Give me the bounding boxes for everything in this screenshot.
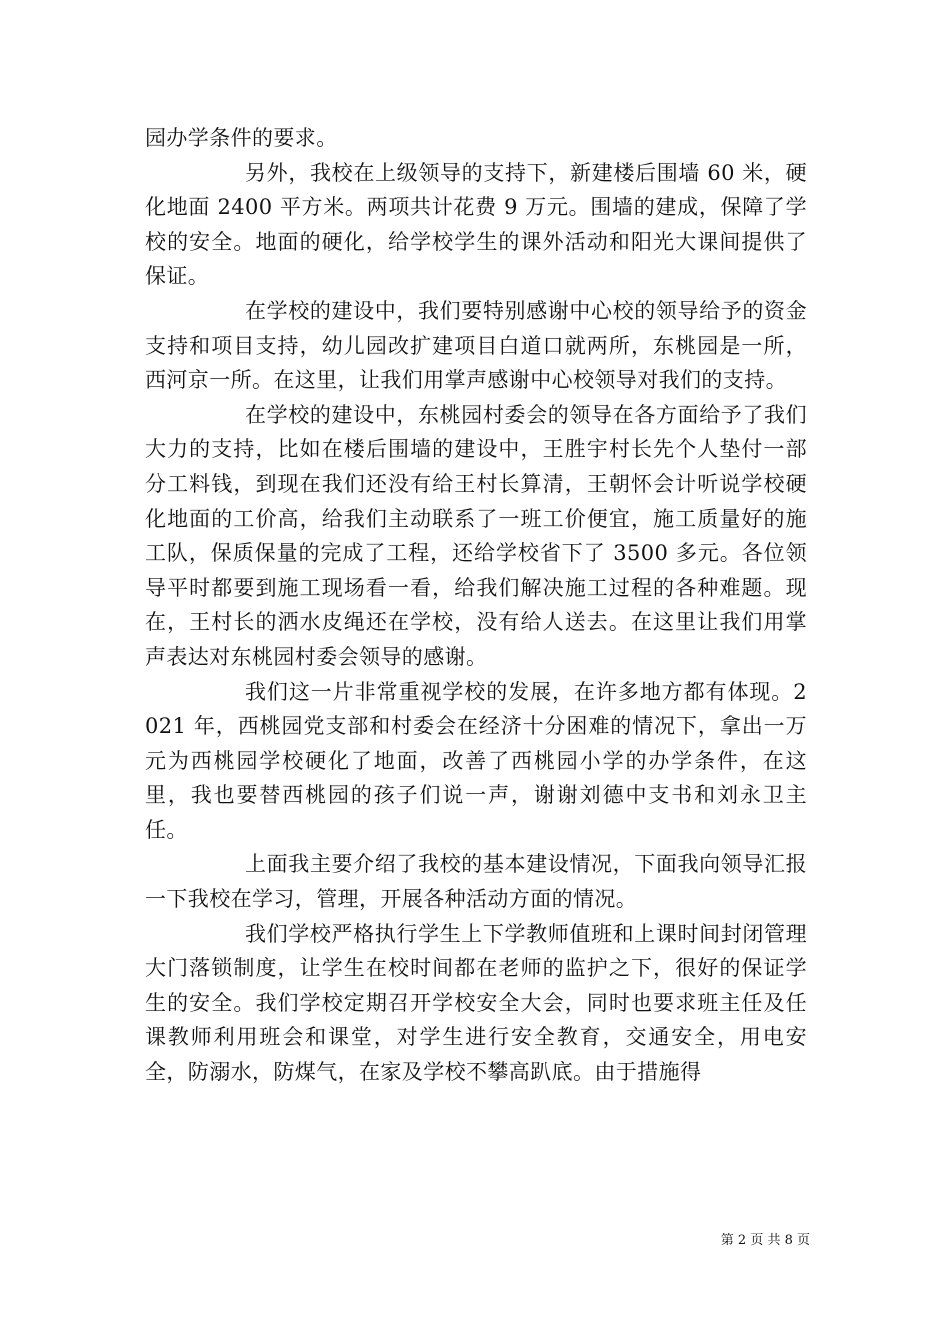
paragraph-xitaoyuan-support: 我们这一片非常重视学校的发展，在许多地方都有体现。2021 年，西桃园党支部和村委会在经济十分困难的情况下，拿出一万元为西桃园学校硬化了地面，改善了西桃园小学的办学条件，在这里，我也要替西桃园的孩子们说一声，谢谢刘德中支书和刘永卫主任。 [145,679,807,842]
document-body [145,121,807,1090]
paragraph-thanks-village-committee: 在学校的建设中，东桃园村委会的领导在各方面给予了我们大力的支持，比如在楼后围墙的建设中，王胜宇村长先个人垫付一部分工料钱，到现在我们还没有给王村长算清，王朝怀会计听说学校硬化地面的工价高，给我们主动联系了一班工价便宜，施工质量好的施工队，保质保量的完成了工程，还给学校省下了 3500 多元。各位领导平时都要到施工现场看一看，给我们解决施工过程的各种难题。现在，王村长的洒水皮绳还在学校，没有给人送去。在这里让我们用掌声表达对东桃园村委会领导的感谢。 [145,402,807,669]
paragraph-continuation: 园办学条件的要求。 [145,126,338,150]
paragraph-safety-management: 我们学校严格执行学生上下学教师值班和上课时间封闭管理大门落锁制度，让学生在校时间都在老师的监护之下，很好的保证学生的安全。我们学校定期召开学校安全大会，同时也要求班主任及任课教师利用班会和课堂，对学生进行安全教育，交通安全，用电安全，防溺水，防煤气，在家及学校不攀高趴底。由于措施得 [145,921,807,1085]
paragraph-thanks-center-school: 在学校的建设中，我们要特别感谢中心校的领导给予的资金支持和项目支持，幼儿园改扩建项目白道口就两所，东桃园是一所，西河京一所。在这里，让我们用掌声感谢中心校领导对我们的支持。 [145,298,807,393]
page-number-footer: 第 2 页 共 8 页 [720,1233,810,1248]
paragraph-transition: 上面我主要介绍了我校的基本建设情况，下面我向领导汇报一下我校在学习，管理，开展各种活动方面的情况。 [145,852,807,912]
paragraph-wall-and-ground: 另外，我校在上级领导的支持下，新建楼后围墙 60 米，硬化地面 2400 平方米。两项共计花费 9 万元。围墙的建成，保障了学校的安全。地面的硬化，给学校学生的课外活动和阳光大课间提供了保证。 [145,160,807,289]
